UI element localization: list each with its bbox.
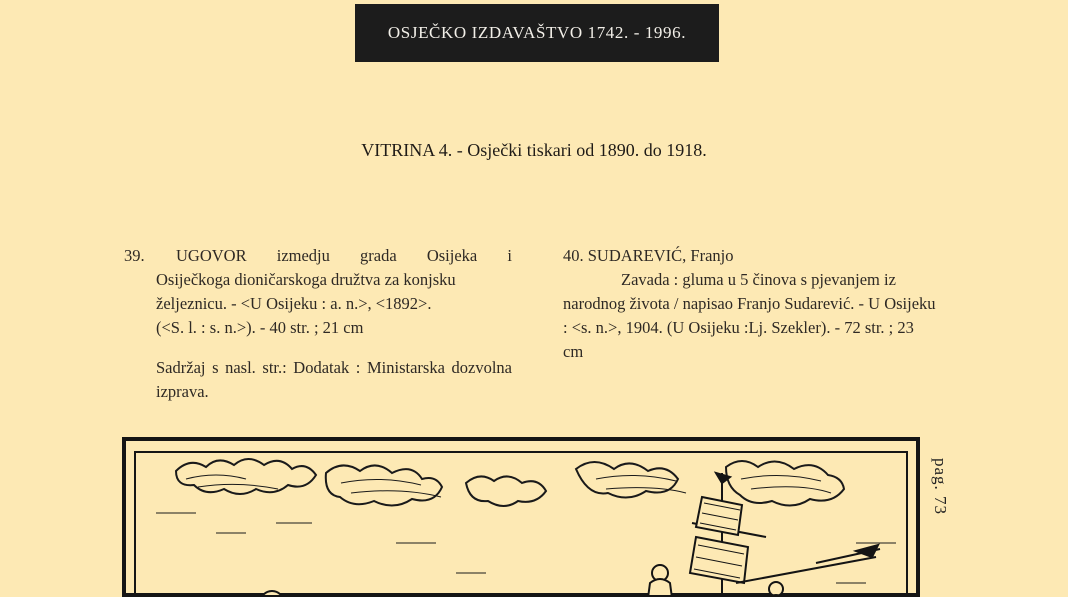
entry-40-description: Zavada : gluma u 5 činova s pjevanjem iz narodnog života / napisao Franjo Sudarević. - U Osijeku : <s. n.>, 1904. (U Osijeku :Lj. Szekler). - 72 str. ; 23 cm [563,270,936,361]
page-reference: pag. 73 [931,458,950,516]
entry-40-number: 40. [563,246,584,265]
section-title: VITRINA 4. - Osječki tiskari od 1890. do 1918. [361,140,707,160]
entry-40-heading [563,244,951,268]
entry-39-first-line [124,244,512,268]
entry-39-number: 39. [124,246,145,265]
entry-39-note: Sadržaj s nasl. str.: Dodatak : Ministarska dozvolna izprava. [156,358,512,401]
woodcut-frame [134,451,908,597]
catalog-entry-40 [563,244,951,364]
header-title: OSJEČKO IZDAVAŠTVO 1742. - 1996. [387,23,687,42]
header-band [355,4,719,62]
woodcut-illustration [122,437,920,597]
entry-40-author: SUDAREVIĆ, Franjo [587,246,734,265]
woodcut-ship-scene [136,453,908,597]
entry-39-line-2: željeznicu. - <U Osijeku : a. n.>, <1892>. [156,294,432,313]
entry-39-title-line: UGOVOR izmedju grada Osijeka i [176,246,512,265]
entry-39-line-3: (<S. l. : s. n.>). - 40 str. ; 21 cm [156,318,364,337]
catalog-entry-39 [124,244,512,404]
entry-39-line-1: Osiječkoga dioničarskoga družtva za konjsku [156,270,456,289]
